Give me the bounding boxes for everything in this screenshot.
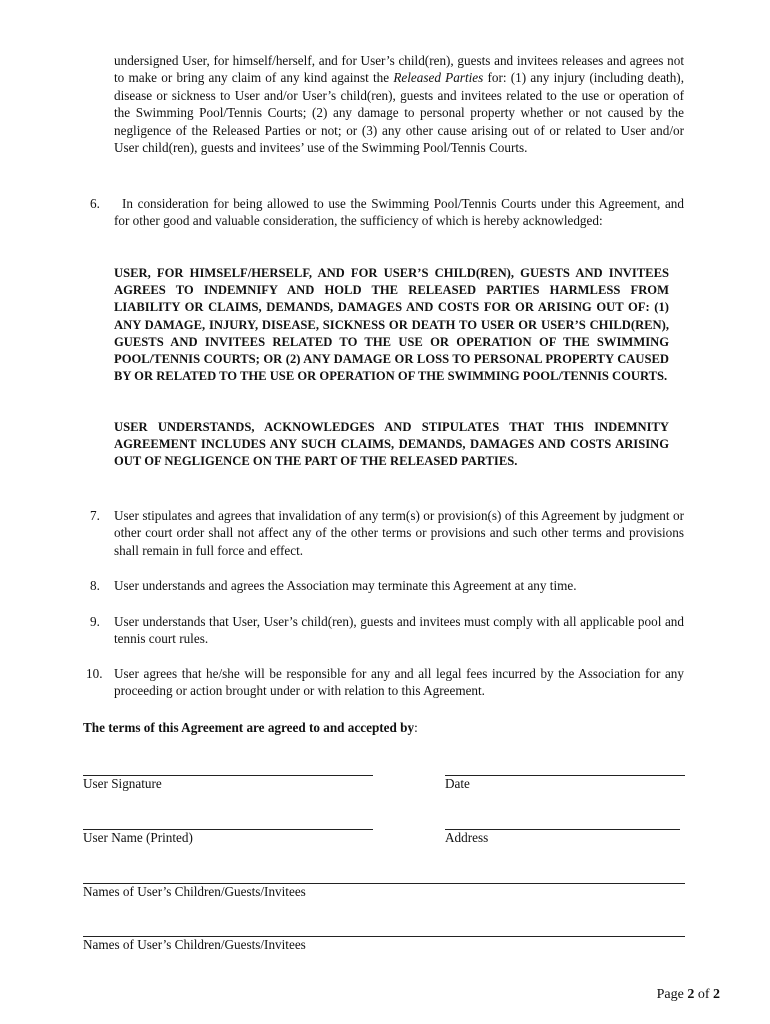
item-text-7: User stipulates and agrees that invalidation of any term(s) or provision(s) of this Agreement by judgment or other court order shall not affect any of the other terms or provisions and such other terms and provisions shall remain in full force and effect.	[114, 508, 684, 558]
released-parties-term: Released Parties	[393, 70, 484, 86]
item-text-6: In consideration for being allowed to use the Swimming Pool/Tennis Courts under this Agreement, and for other good and valuable consideration, the sufficiency of which is hereby acknowledged:	[114, 196, 684, 229]
item-number-10: 10.	[86, 666, 103, 681]
item-number-7: 7.	[90, 508, 100, 523]
children-names-label-1: Names of User’s Children/Guests/Invitees	[83, 884, 306, 899]
release-text-end: for: (1) any injury (including death), disease or sickness to User and/or User’s child(ren), guests and invitees related to the use or operation of the Swimming Pool/Tennis Courts; (2) any damage to personal property whether or not caused by the negligence of the Released Parties or not; or (3) any other cause arising out of or related to User and/or User child(ren), guests and invitees’ use of the Swimming Pool/Tennis Courts.	[114, 70, 684, 156]
date-line[interactable]	[445, 775, 685, 776]
terms-heading-text: The terms of this Agreement are agreed to and accepted by	[83, 720, 415, 735]
item-number-9: 9.	[90, 614, 100, 629]
item-number-6: 6.	[90, 196, 100, 211]
page-total: 2	[713, 987, 720, 1002]
address-label: Address	[445, 830, 489, 845]
negligence-clause: USER UNDERSTANDS, ACKNOWLEDGES AND STIPULATES THAT THIS INDEMNITY AGREEMENT INCLUDES ANY SUCH CLAIMS, DEMANDS, DAMAGES AND COSTS ARISING OUT OF NEGLIGENCE ON THE PART OF THE RELEASED PARTIES.	[114, 420, 669, 469]
indemnity-clause: USER, FOR HIMSELF/HERSELF, AND FOR USER’S CHILD(REN), GUESTS AND INVITEES AGREES TO INDEMNIFY AND HOLD THE RELEASED PARTIES HARMLESS FROM LIABILITY OR CLAIMS, DEMANDS, DAMAGES AND COSTS FOR OR ARISING OUT OF: (1) ANY DAMAGE, INJURY, DISEASE, SICKNESS OR DEATH TO USER OR USER’S CHILD(REN), GUESTS AND INVITEES RELATED TO THE USE OR OPERATION OF THE SWIMMING POOL/TENNIS COURTS; OR (2) ANY DAMAGE OR LOSS TO PERSONAL PROPERTY CAUSED BY OR RELATED TO THE USE OR OPERATION OF THE SWIMMING POOL/TENNIS COURTS.	[114, 266, 669, 384]
of-word: of	[697, 987, 710, 1002]
release-text-start: undersigned User, for himself/herself, and for User’s child(ren), guests and invitees releases and agrees not to make or bring any claim of any kind against the	[114, 53, 684, 86]
item-text-8: User understands and agrees the Association may terminate this Agreement at any time.	[114, 578, 577, 593]
page-footer	[657, 987, 720, 1003]
children-names-label-2: Names of User’s Children/Guests/Invitees	[83, 937, 306, 952]
date-label: Date	[445, 776, 470, 791]
terms-heading	[83, 720, 418, 736]
item-number-8: 8.	[90, 578, 100, 593]
user-name-label: User Name (Printed)	[83, 830, 193, 845]
release-paragraph	[114, 52, 684, 156]
terms-heading-colon: :	[414, 720, 418, 735]
page-word: Page	[656, 987, 684, 1002]
item-text-9: User understands that User, User’s child(ren), guests and invitees must comply with all applicable pool and tennis court rules.	[114, 614, 684, 647]
item-text-10: User agrees that he/she will be responsible for any and all legal fees incurred by the Association for any proceeding or action brought under or with relation to this Agreement.	[114, 666, 684, 699]
user-signature-label: User Signature	[83, 776, 162, 791]
page-number: 2	[687, 987, 695, 1002]
